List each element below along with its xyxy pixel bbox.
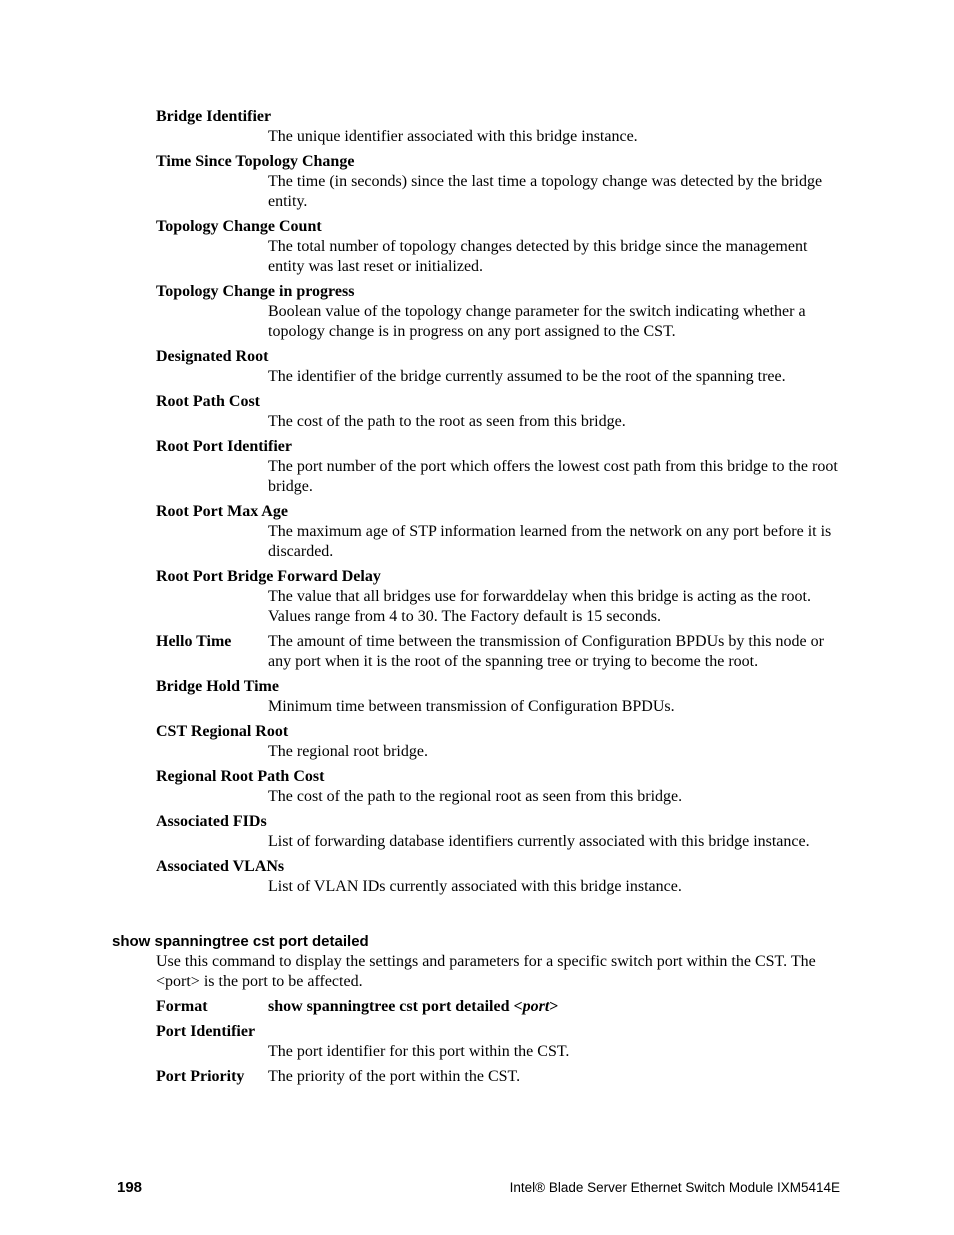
page-number: 198 — [117, 1179, 143, 1196]
definition-term: Bridge Identifier — [156, 108, 272, 125]
format-label: Format — [156, 998, 208, 1015]
definition-entry — [156, 502, 846, 562]
format-arg-name: port — [522, 998, 550, 1015]
definition-description: The amount of time between the transmission of Configuration BPDUs by this node or any port when it is the root of the spanning tree or trying to become the root. — [268, 633, 824, 670]
definition-description: The time (in seconds) since the last time a topology change was detected by the bridge entity. — [268, 173, 823, 210]
definition-description: List of VLAN IDs currently associated with this bridge instance. — [268, 878, 682, 895]
definition-entry — [156, 152, 846, 212]
definition-term: Root Port Max Age — [156, 503, 288, 520]
command-intro: Use this command to display the settings and parameters for a specific switch port within the CST. The <port> is the port to be affected. — [156, 953, 816, 990]
definition-term: CST Regional Root — [156, 723, 289, 740]
definition-term: Port Priority — [156, 1068, 245, 1085]
command-heading: show spanningtree cst port detailed — [112, 933, 369, 950]
definition-list — [156, 107, 846, 902]
page-footer — [117, 1179, 840, 1199]
definition-description: The cost of the path to the regional root as seen from this bridge. — [268, 788, 683, 805]
command-section — [112, 932, 846, 1092]
definition-entry — [156, 767, 846, 807]
definition-term: Regional Root Path Cost — [156, 768, 325, 785]
definition-term: Root Port Identifier — [156, 438, 292, 455]
definition-description: List of forwarding database identifiers currently associated with this bridge instance. — [268, 833, 810, 850]
definition-description: Boolean value of the topology change parameter for the switch indicating whether a topology change is in progress on any port assigned to the CST. — [268, 303, 806, 340]
definition-entry — [156, 812, 846, 852]
definition-description: The identifier of the bridge currently assumed to be the root of the spanning tree. — [268, 368, 786, 385]
definition-term: Bridge Hold Time — [156, 678, 279, 695]
definition-entry — [156, 722, 846, 762]
definition-description: The value that all bridges use for forwarddelay when this bridge is acting as the root. Values range from 4 to 30. The Factory default is 15 seconds. — [268, 588, 811, 625]
definition-entry — [156, 1067, 846, 1087]
definition-description: Minimum time between transmission of Configuration BPDUs. — [268, 698, 675, 715]
document-title: Intel® Blade Server Ethernet Switch Module IXM5414E — [509, 1180, 840, 1195]
definition-term: Root Path Cost — [156, 393, 260, 410]
definition-description: The priority of the port within the CST. — [268, 1068, 521, 1085]
definition-description: The maximum age of STP information learned from the network on any port before it is discarded. — [268, 523, 832, 560]
format-arg-close: > — [549, 998, 559, 1015]
definition-term: Topology Change Count — [156, 218, 322, 235]
definition-term: Port Identifier — [156, 1023, 256, 1040]
definition-term: Root Port Bridge Forward Delay — [156, 568, 381, 585]
format-argument — [514, 998, 559, 1015]
command-body — [156, 952, 846, 1087]
definition-description: The unique identifier associated with this bridge instance. — [268, 128, 638, 145]
definition-description: The port number of the port which offers the lowest cost path from this bridge to the root bridge. — [268, 458, 838, 495]
definition-entry — [156, 282, 846, 342]
definition-term: Designated Root — [156, 348, 269, 365]
definition-description: The port identifier for this port within the CST. — [268, 1043, 570, 1060]
definition-term: Time Since Topology Change — [156, 153, 355, 170]
definition-term: Hello Time — [156, 633, 232, 650]
definition-entry — [156, 677, 846, 717]
format-arg-open: < — [513, 998, 523, 1015]
definition-entry — [156, 567, 846, 627]
definition-entry — [156, 437, 846, 497]
definition-description: The total number of topology changes detected by this bridge since the management entity was last reset or initialized. — [268, 238, 808, 275]
format-row — [156, 997, 846, 1017]
definition-entry — [156, 1022, 846, 1062]
definition-entry — [156, 392, 846, 432]
definition-description: The regional root bridge. — [268, 743, 428, 760]
definition-term: Associated VLANs — [156, 858, 285, 875]
definition-description: The cost of the path to the root as seen from this bridge. — [268, 413, 626, 430]
definition-term: Topology Change in progress — [156, 283, 355, 300]
definition-entry — [156, 632, 846, 672]
command-fields — [156, 1022, 846, 1087]
definition-entry — [156, 857, 846, 897]
format-command: show spanningtree cst port detailed — [268, 998, 514, 1015]
format-syntax — [268, 997, 558, 1017]
definition-term: Associated FIDs — [156, 813, 267, 830]
definition-entry — [156, 347, 846, 387]
definition-entry — [156, 107, 846, 147]
definition-entry — [156, 217, 846, 277]
